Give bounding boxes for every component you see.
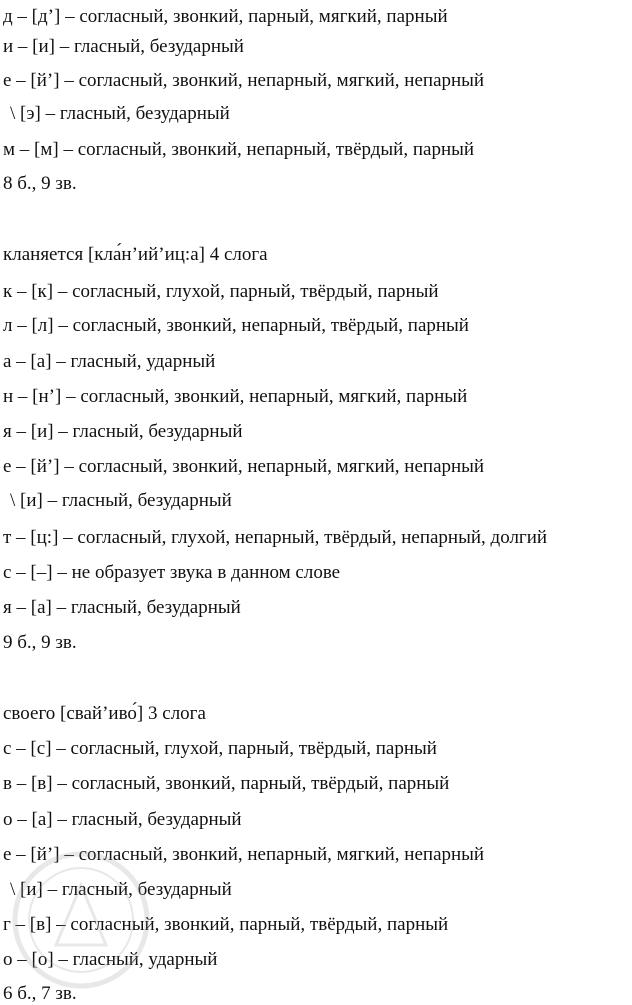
text-line: а – [а] – гласный, ударный [3,351,216,372]
text-line: с – [–] – не образует звука в данном слове [3,562,341,583]
text-line: е – [й’] – согласный, звонкий, непарный, мягкий, непарный [3,456,485,477]
text-line: я – [а] – гласный, безударный [3,597,241,618]
text-line: д – [д’] – согласный, звонкий, парный, мягкий, парный [3,6,448,27]
text-line: н – [н’] – согласный, звонкий, непарный, мягкий, парный [3,386,468,407]
text-line: с – [с] – согласный, глухой, парный, твёрдый, парный [3,738,437,759]
text-line: и – [и] – гласный, безударный [3,36,244,57]
text-line: о – [а] – гласный, безударный [3,809,242,830]
syllable-sound-count: 8 б., 9 зв. [3,173,77,194]
text-line: \ [и] – гласный, безударный [10,490,232,511]
text-line: е – [й’] – согласный, звонкий, непарный, мягкий, непарный [3,844,485,865]
word-heading: своего [свай’иво́] 3 слога [3,703,206,724]
text-line: о – [о] – гласный, ударный [3,949,218,970]
text-line: т – [ц:] – согласный, глухой, непарный, твёрдый, непарный, долгий [3,527,548,548]
text-line: г – [в] – согласный, звонкий, парный, твёрдый, парный [3,914,449,935]
word-heading: кланяется [кла́н’ий’иц:а] 4 слога [3,244,268,265]
syllable-sound-count: 9 б., 9 зв. [3,632,77,653]
text-line: \ [э] – гласный, безударный [10,103,230,124]
syllable-sound-count: 6 б., 7 зв. [3,983,77,1004]
text-line: м – [м] – согласный, звонкий, непарный, твёрдый, парный [3,139,475,160]
text-line: к – [к] – согласный, глухой, парный, твёрдый, парный [3,281,439,302]
text-line: е – [й’] – согласный, звонкий, непарный, мягкий, непарный [3,70,485,91]
text-line: \ [и] – гласный, безударный [10,879,232,900]
text-line: л – [л] – согласный, звонкий, непарный, твёрдый, парный [3,315,469,336]
text-line: я – [и] – гласный, безударный [3,421,243,442]
text-line: в – [в] – согласный, звонкий, парный, твёрдый, парный [3,773,450,794]
